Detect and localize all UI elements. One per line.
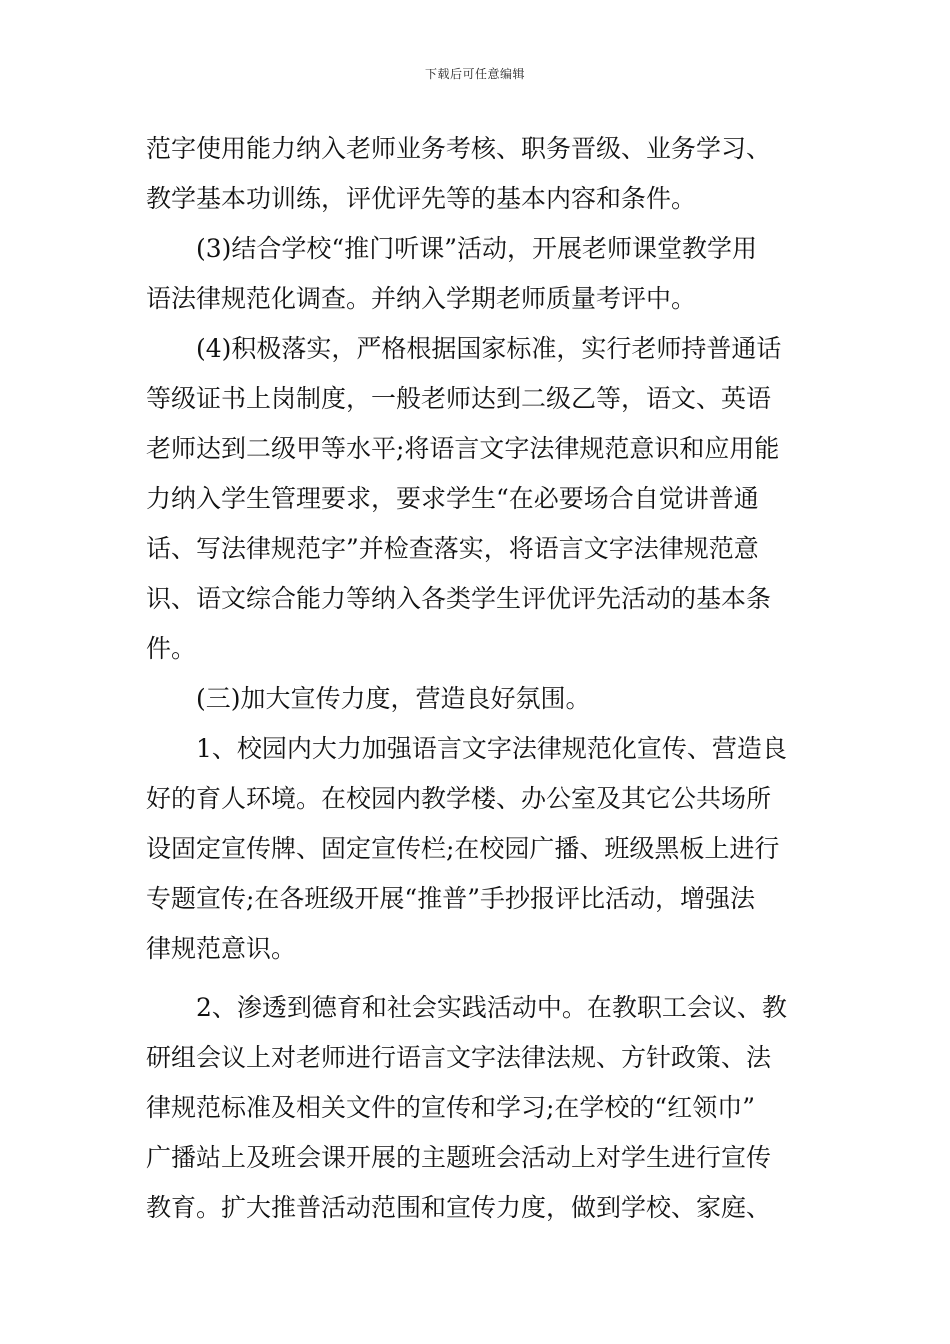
text-line: 研组会议上对老师进行语言文字法律法规、方针政策、法 [146, 1043, 772, 1072]
text-line: 教育。扩大推普活动范围和宣传力度，做到学校、家庭、 [146, 1193, 772, 1222]
text-line: 律规范标准及相关文件的宣传和学习;在学校的“红领巾” [146, 1093, 755, 1122]
section-heading: (三)加大宣传力度，营造良好氛围。 [196, 684, 591, 713]
text-line: 好的育人环境。在校园内教学楼、办公室及其它公共场所 [146, 784, 772, 813]
text-line: 力纳入学生管理要求，要求学生“在必要场合自觉讲普通 [146, 484, 759, 513]
document-body [146, 124, 810, 1233]
text-line: 教学基本功训练，评优评先等的基本内容和条件。 [146, 184, 697, 213]
text-line: 等级证书上岗制度，一般老师达到二级乙等，语文、英语 [146, 384, 772, 413]
text-line: 语法律规范化调查。并纳入学期老师质量考评中。 [146, 284, 697, 313]
text-line: 识、语文综合能力等纳入各类学生评优评先活动的基本条 [146, 584, 772, 613]
text-line: (4)积极落实，严格根据国家标准，实行老师持普通话 [196, 334, 782, 363]
page-header: 下载后可任意编辑 [424, 67, 525, 81]
text-line: 范字使用能力纳入老师业务考核、职务晋级、业务学习、 [146, 134, 772, 163]
text-line: 律规范意识。 [146, 934, 297, 963]
text-line: 广播站上及班会课开展的主题班会活动上对学生进行宣传 [146, 1143, 772, 1172]
text-line: 2、渗透到德育和社会实践活动中。在教职工会议、教 [196, 993, 787, 1022]
text-line: 设固定宣传牌、固定宣传栏;在校园广播、班级黑板上进行 [146, 834, 780, 863]
text-line: (3)结合学校“推门听课”活动，开展老师课堂教学用 [196, 234, 757, 263]
text-line: 老师达到二级甲等水平;将语言文字法律规范意识和应用能 [146, 434, 780, 463]
text-line: 1、校园内大力加强语言文字法律规范化宣传、营造良 [196, 734, 787, 763]
text-line: 件。 [146, 634, 197, 663]
text-line: 话、写法律规范字”并检查落实，将语言文字法律规范意 [146, 534, 759, 563]
text-line: 专题宣传;在各班级开展“推普”手抄报评比活动，增强法 [146, 884, 755, 913]
